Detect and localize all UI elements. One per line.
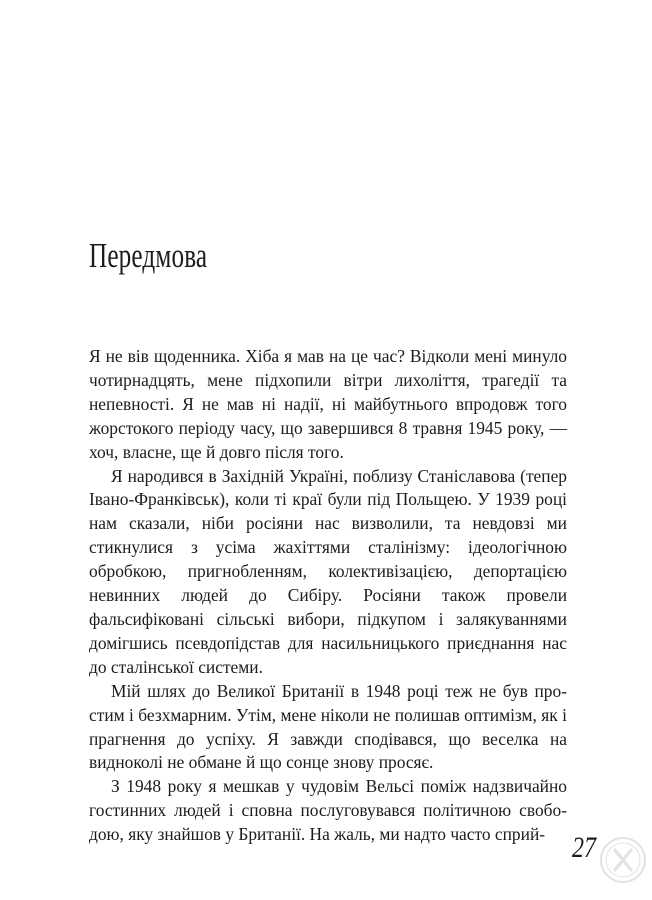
paragraph: Я народився в Західній Україні, поблизу Станіславова (тепер Івано-Франківськ), коли ті краї були під Польщею. У 1939 році нам сказали, ніби росіяни нас визволили, та невдовзі ми стикнулися з усіма жахіттями сталінізму: ідеологічною обробкою, пригнобленням, колективізацією, депортацією невинних людей до Сибіру. Росіяни також провели фальсифіковані сільські вибори, підкупом і залякуваннями домігшись псевдопідстав для насильницького приєднання нас до сталінської системи.	[89, 465, 567, 677]
paragraph: З 1948 року я мешкав у чудовім Вельсі поміж надзвичайно гостинних людей і сповна послуговувався політичною свободою, яку знайшов у Британії. На жаль, ми надто часто сприй-	[89, 776, 567, 845]
paragraph: Мій шлях до Великої Британії в 1948 році теж не був простим і безхмарним. Утім, мене ніколи не полишав оптимізм, як і прагнення до успіху. Я завжди сподівався, що веселка на видноколі не обмане й що сонце знову просяє.	[89, 680, 567, 773]
chapter-title: Передмова	[89, 236, 208, 275]
page-number: 27	[572, 831, 596, 864]
paragraph: Я не вів щоденника. Хіба я мав на це час? Відколи мені минуло чотирнадцять, мене підхопили вітри лихоліття, трагедії та непевності. Я не мав ні надії, ні майбутнього впродовж того жорстокого періоду часу, що завершився 8 травня 1945 року, — хоч, власне, ще й довго після того.	[89, 346, 567, 462]
body-text	[89, 345, 567, 847]
x-circle-logo-icon	[598, 835, 648, 885]
